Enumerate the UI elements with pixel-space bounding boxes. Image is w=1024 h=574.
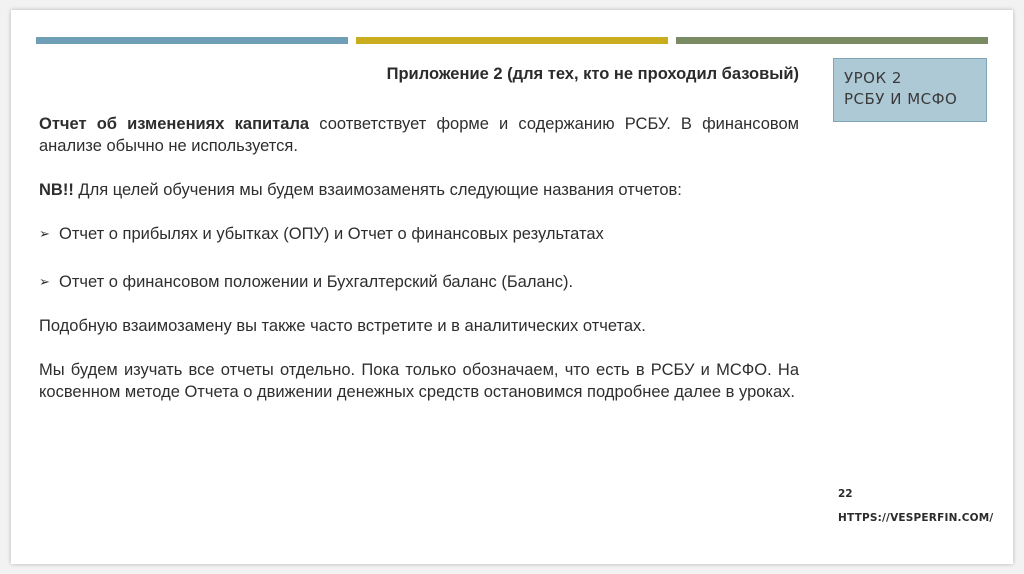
paragraph-nb-bold: NB!! xyxy=(39,181,74,199)
list-item-text: Отчет о финансовом положении и Бухгалтерский баланс (Баланс). xyxy=(59,273,574,291)
list-item xyxy=(39,271,799,293)
paragraph-capital-report xyxy=(39,113,799,157)
site-url: HTTPS://VESPERFIN.COM/ xyxy=(838,512,994,524)
slide xyxy=(11,10,1013,564)
paragraph-nb-text: Для целей обучения мы будем взаимозаменять следующие названия отчетов: xyxy=(73,181,682,199)
paragraph-study-plan: Мы будем изучать все отчеты отдельно. Пока только обозначаем, что есть в РСБУ и МСФО. На косвенном методе Отчета о движении денежных средств остановимся подробнее далее в уроках. xyxy=(39,361,799,401)
paragraph-interchange: Подобную взаимозамену вы также часто встретите и в аналитических отчетах. xyxy=(39,317,646,335)
accent-bar-yellow xyxy=(356,37,668,44)
paragraph-nb xyxy=(39,179,799,201)
arrow-bullet-icon: ➢ xyxy=(39,274,50,289)
page-number: 22 xyxy=(838,488,853,500)
lesson-badge-line1: УРОК 2 xyxy=(844,69,902,87)
accent-bar-green xyxy=(676,37,988,44)
slide-heading: Приложение 2 (для тех, кто не проходил базовый) xyxy=(386,65,799,83)
arrow-bullet-icon: ➢ xyxy=(39,226,50,241)
list-item-text: Отчет о прибылях и убытках (ОПУ) и Отчет о финансовых результатах xyxy=(59,225,604,243)
lesson-badge xyxy=(833,58,987,122)
slide-content xyxy=(39,113,799,403)
accent-bar-blue xyxy=(36,37,348,44)
list-item xyxy=(39,223,799,245)
paragraph-capital-report-bold: Отчет об изменениях капитала xyxy=(39,115,310,133)
paragraph-capital-report-text: соответствует форме и содержанию РСБУ. В финансовом анализе обычно не используется. xyxy=(39,115,799,155)
lesson-badge-line2: РСБУ И МСФО xyxy=(844,90,958,108)
